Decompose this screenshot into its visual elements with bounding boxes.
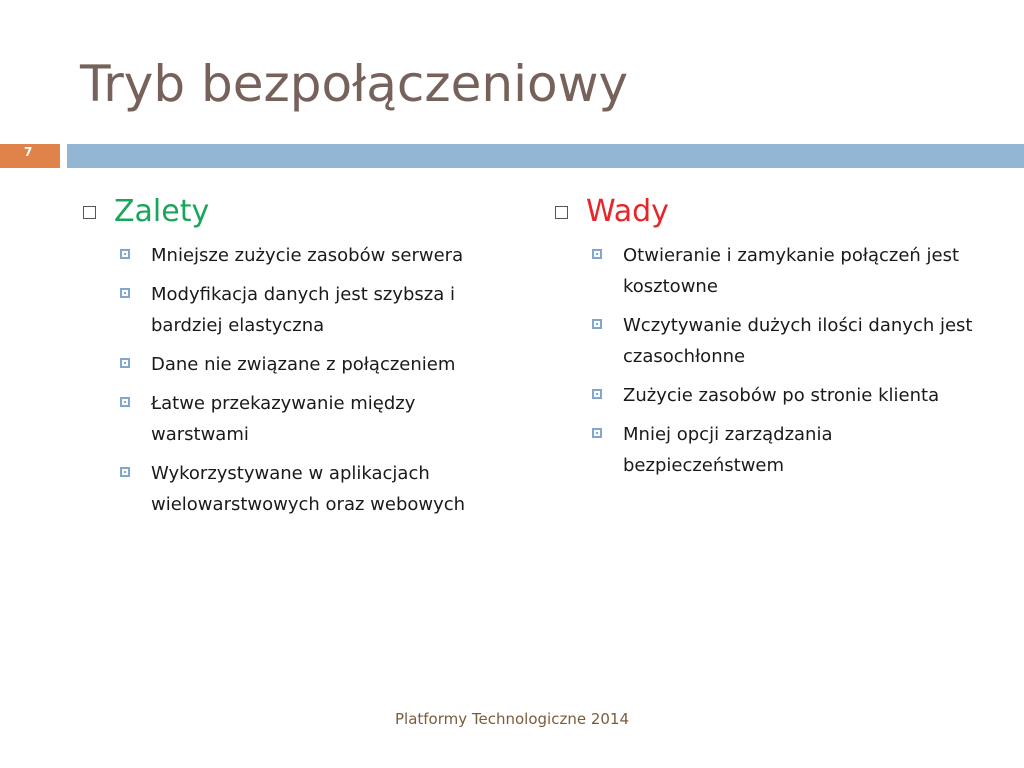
square-bullet-icon [120, 358, 130, 368]
square-bullet-icon [120, 467, 130, 477]
pros-heading: Zalety [114, 194, 210, 229]
list-item-text: Otwieranie i zamykanie połączeń jest kosztowne [623, 245, 960, 297]
list-item [120, 349, 500, 380]
square-bullet-icon [120, 397, 130, 407]
square-bullet-icon [592, 389, 602, 399]
slide-title: Tryb bezpołączeniowy [80, 55, 629, 113]
square-bullet-icon [592, 319, 602, 329]
cons-heading: Wady [586, 194, 669, 229]
list-item [120, 388, 500, 450]
list-item-text: Mniejsze zużycie zasobów serwera [151, 245, 464, 266]
pros-list [80, 240, 500, 520]
slide-footer: Platformy Technologiczne 2014 [394, 710, 630, 728]
cons-column [552, 192, 982, 489]
list-item-text: Mniej opcji zarządzania bezpieczeństwem [623, 424, 833, 476]
list-item [592, 380, 982, 411]
accent-bar [67, 144, 1024, 168]
pros-column [80, 192, 500, 528]
square-bullet-icon [120, 249, 130, 259]
square-bullet-icon [592, 428, 602, 438]
hollow-square-icon [555, 206, 568, 219]
square-bullet-icon [120, 288, 130, 298]
cons-list [552, 240, 982, 481]
list-item-text: Zużycie zasobów po stronie klienta [623, 385, 940, 406]
list-item-text: Wykorzystywane w aplikacjach wielowarstwowych oraz webowych [151, 463, 466, 515]
cons-heading-row [552, 192, 982, 232]
hollow-square-icon [83, 206, 96, 219]
list-item [120, 240, 500, 271]
list-item [120, 458, 500, 520]
list-item-text: Dane nie związane z połączeniem [151, 354, 456, 375]
slide-number: 7 [24, 145, 33, 159]
list-item-text: Modyfikacja danych jest szybsza i bardziej elastyczna [151, 284, 456, 336]
list-item [592, 310, 982, 372]
pros-heading-row [80, 192, 500, 232]
list-item [592, 240, 982, 302]
list-item [120, 279, 500, 341]
list-item [592, 419, 982, 481]
list-item-text: Wczytywanie dużych ilości danych jest czasochłonne [623, 315, 973, 367]
square-bullet-icon [592, 249, 602, 259]
list-item-text: Łatwe przekazywanie między warstwami [151, 393, 416, 445]
